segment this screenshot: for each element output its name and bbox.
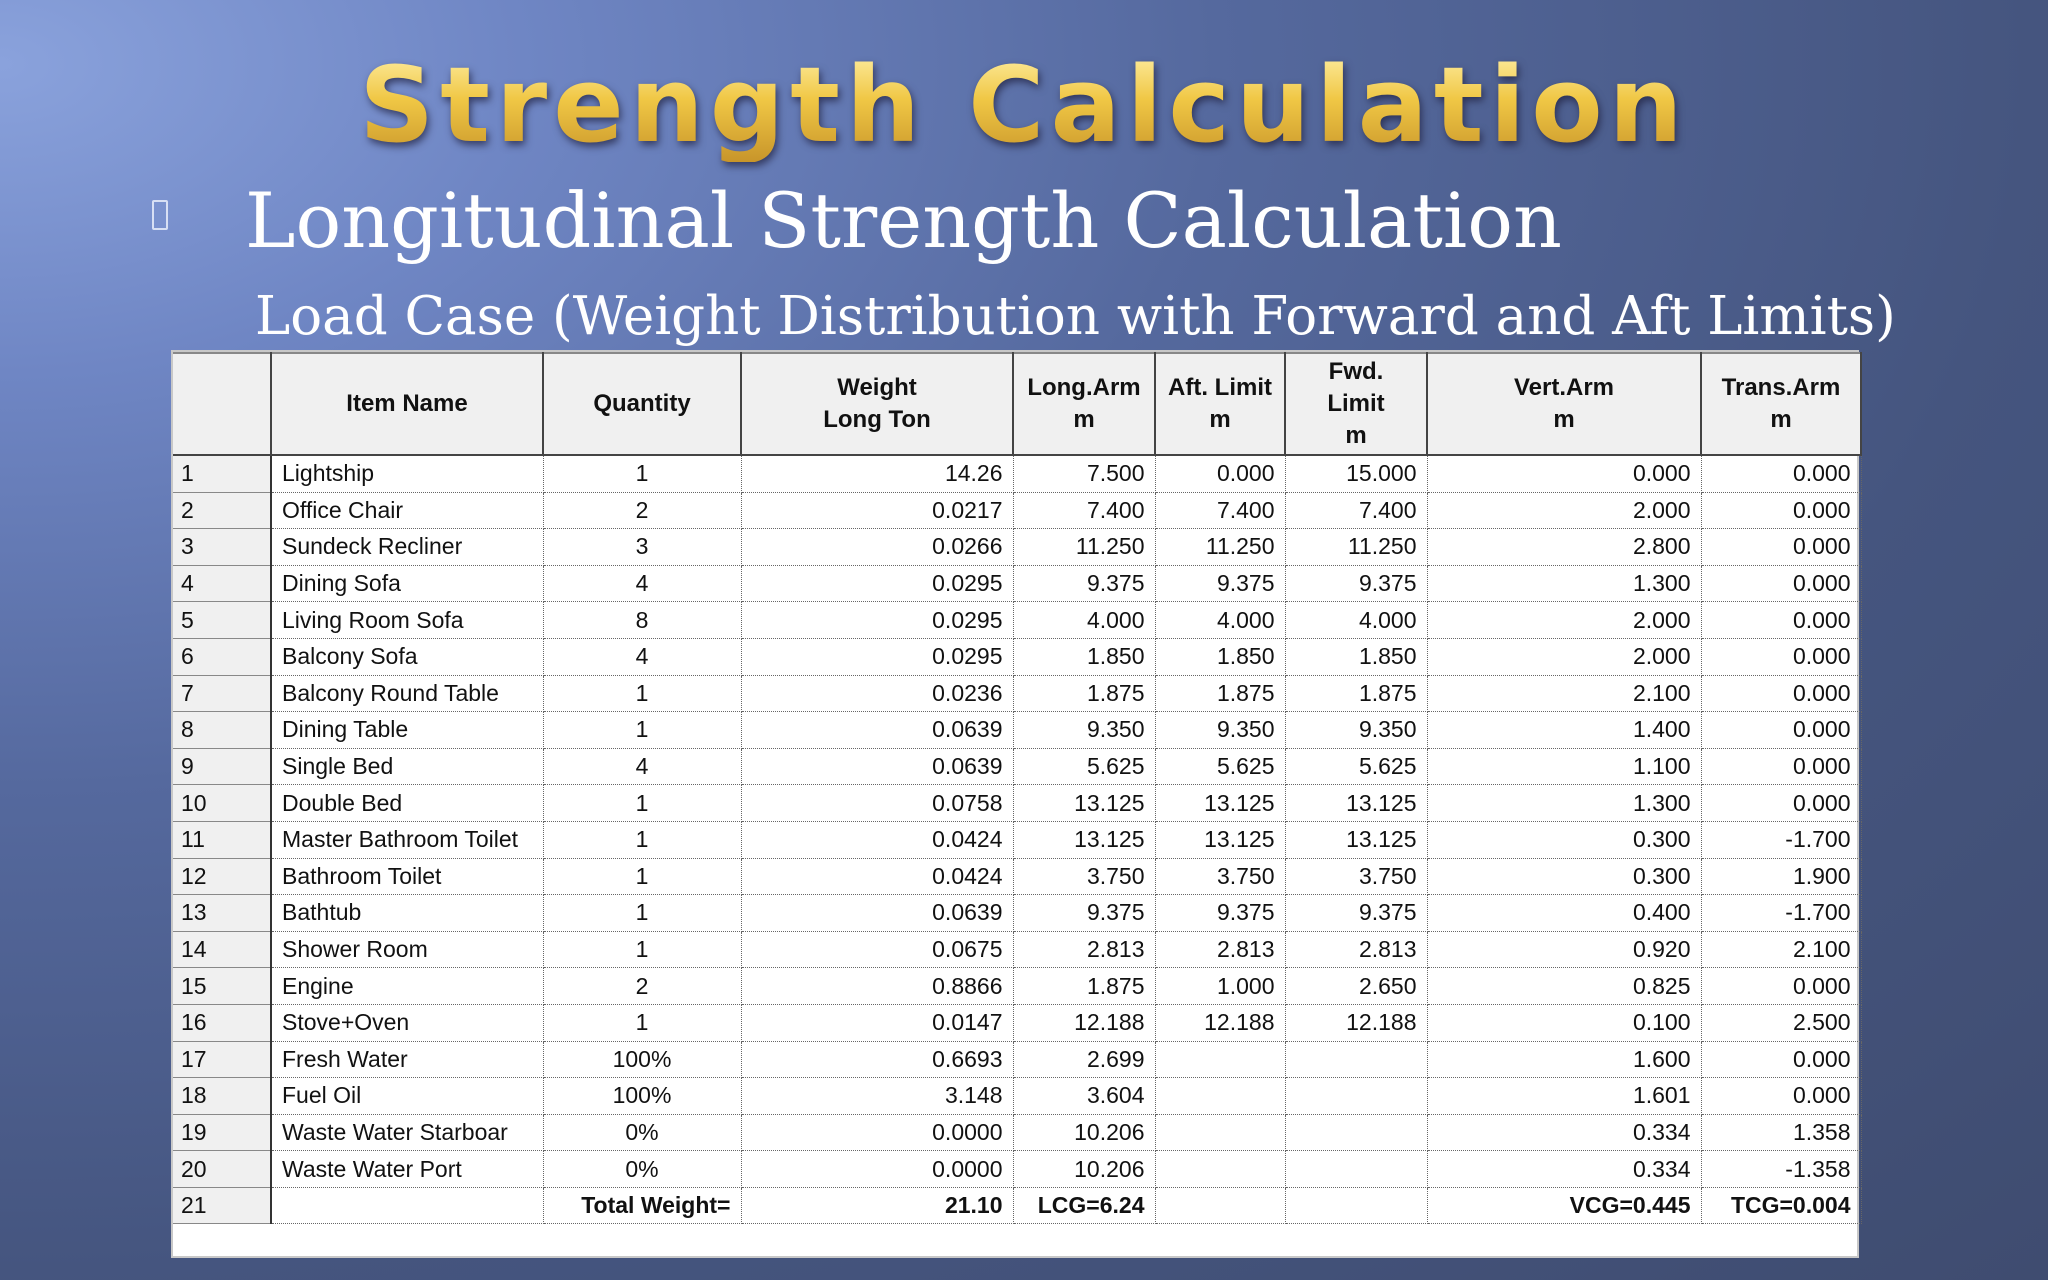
cell-fwd-limit: 9.350: [1285, 712, 1427, 749]
total-cell-quantity: Total Weight=: [543, 1187, 741, 1224]
cell-weight: 0.0000: [741, 1114, 1013, 1151]
cell-vert-arm: 1.400: [1427, 712, 1701, 749]
header-fwd-limit-l3: m: [1345, 422, 1367, 449]
table-row: [173, 1004, 1861, 1041]
header-long-arm: [1013, 353, 1155, 455]
table-row: [173, 529, 1861, 566]
cell-item-name: Single Bed: [271, 748, 543, 785]
cell-trans-arm: 1.900: [1701, 858, 1861, 895]
cell-weight: 0.0295: [741, 565, 1013, 602]
cell-aft-limit: 12.188: [1155, 1004, 1285, 1041]
cell-long-arm: 11.250: [1013, 529, 1155, 566]
cell-fwd-limit: 12.188: [1285, 1004, 1427, 1041]
header-weight-l1: Weight: [837, 374, 917, 401]
cell-weight: 0.0424: [741, 858, 1013, 895]
cell-weight: 0.0147: [741, 1004, 1013, 1041]
cell-fwd-limit: 11.250: [1285, 529, 1427, 566]
cell-trans-arm: -1.700: [1701, 895, 1861, 932]
table-total-row: [173, 1187, 1861, 1224]
cell-aft-limit: 13.125: [1155, 821, 1285, 858]
header-vert-arm: [1427, 353, 1701, 455]
cell-long-arm: 10.206: [1013, 1114, 1155, 1151]
header-item-name: [271, 353, 543, 455]
table-row: [173, 895, 1861, 932]
cell-vert-arm: 0.100: [1427, 1004, 1701, 1041]
table-row: [173, 858, 1861, 895]
cell-item-name: Bathroom Toilet: [271, 858, 543, 895]
cell-vert-arm: 0.825: [1427, 968, 1701, 1005]
header-trans-arm-l1: Trans.Arm: [1721, 374, 1841, 401]
cell-item-name: Waste Water Starboar: [271, 1114, 543, 1151]
cell-fwd-limit: [1285, 1114, 1427, 1151]
header-aft-limit-l1: Aft. Limit: [1168, 374, 1272, 401]
cell-quantity: 1: [543, 785, 741, 822]
cell-index: 13: [173, 895, 271, 932]
total-cell-aft-limit: [1155, 1187, 1285, 1224]
cell-trans-arm: 2.500: [1701, 1004, 1861, 1041]
cell-index: 7: [173, 675, 271, 712]
cell-item-name: Shower Room: [271, 931, 543, 968]
table-row: [173, 565, 1861, 602]
cell-quantity: 4: [543, 638, 741, 675]
cell-trans-arm: 0.000: [1701, 455, 1861, 492]
cell-weight: 0.0758: [741, 785, 1013, 822]
cell-quantity: 1: [543, 1004, 741, 1041]
table-row: [173, 492, 1861, 529]
cell-quantity: 4: [543, 748, 741, 785]
cell-item-name: Dining Table: [271, 712, 543, 749]
cell-fwd-limit: 13.125: [1285, 785, 1427, 822]
cell-long-arm: 7.500: [1013, 455, 1155, 492]
cell-long-arm: 3.604: [1013, 1078, 1155, 1115]
cell-vert-arm: 0.300: [1427, 858, 1701, 895]
cell-aft-limit: 3.750: [1155, 858, 1285, 895]
weight-distribution-table: [173, 352, 1862, 1224]
cell-aft-limit: 7.400: [1155, 492, 1285, 529]
cell-long-arm: 3.750: [1013, 858, 1155, 895]
cell-index: 11: [173, 821, 271, 858]
header-long-arm-l2: m: [1073, 406, 1095, 433]
cell-item-name: Bathtub: [271, 895, 543, 932]
cell-vert-arm: 1.300: [1427, 565, 1701, 602]
cell-long-arm: 10.206: [1013, 1151, 1155, 1188]
cell-fwd-limit: 9.375: [1285, 565, 1427, 602]
table-row: [173, 1078, 1861, 1115]
cell-vert-arm: 0.000: [1427, 455, 1701, 492]
cell-fwd-limit: 3.750: [1285, 858, 1427, 895]
cell-aft-limit: [1155, 1041, 1285, 1078]
cell-quantity: 1: [543, 821, 741, 858]
cell-item-name: Double Bed: [271, 785, 543, 822]
cell-item-name: Balcony Sofa: [271, 638, 543, 675]
cell-vert-arm: 1.601: [1427, 1078, 1701, 1115]
cell-aft-limit: 1.000: [1155, 968, 1285, 1005]
cell-vert-arm: 0.334: [1427, 1151, 1701, 1188]
cell-trans-arm: 0.000: [1701, 712, 1861, 749]
header-vert-arm-l2: m: [1553, 406, 1575, 433]
cell-long-arm: 9.375: [1013, 565, 1155, 602]
cell-long-arm: 1.875: [1013, 968, 1155, 1005]
load-case-heading: Load Case (Weight Distribution with Forward and Aft Limits): [255, 286, 1896, 347]
weight-distribution-table-container: [171, 350, 1859, 1258]
cell-trans-arm: 2.100: [1701, 931, 1861, 968]
header-aft-limit-l2: m: [1209, 406, 1231, 433]
cell-quantity: 0%: [543, 1151, 741, 1188]
cell-fwd-limit: 2.650: [1285, 968, 1427, 1005]
cell-vert-arm: 1.300: [1427, 785, 1701, 822]
cell-quantity: 8: [543, 602, 741, 639]
cell-fwd-limit: 9.375: [1285, 895, 1427, 932]
header-fwd-limit: [1285, 353, 1427, 455]
cell-quantity: 1: [543, 931, 741, 968]
cell-aft-limit: 0.000: [1155, 455, 1285, 492]
cell-aft-limit: [1155, 1151, 1285, 1188]
cell-fwd-limit: 1.875: [1285, 675, 1427, 712]
header-weight: [741, 353, 1013, 455]
cell-item-name: Stove+Oven: [271, 1004, 543, 1041]
cell-vert-arm: 2.000: [1427, 638, 1701, 675]
header-trans-arm-l2: m: [1770, 406, 1792, 433]
cell-long-arm: 12.188: [1013, 1004, 1155, 1041]
header-long-arm-l1: Long.Arm: [1027, 374, 1141, 401]
header-item-name-l1: Item Name: [346, 390, 468, 417]
cell-vert-arm: 0.334: [1427, 1114, 1701, 1151]
cell-index: 3: [173, 529, 271, 566]
cell-aft-limit: [1155, 1114, 1285, 1151]
cell-index: 4: [173, 565, 271, 602]
cell-trans-arm: 0.000: [1701, 638, 1861, 675]
cell-weight: 0.0217: [741, 492, 1013, 529]
cell-weight: 0.0295: [741, 638, 1013, 675]
cell-item-name: Sundeck Recliner: [271, 529, 543, 566]
cell-vert-arm: 0.400: [1427, 895, 1701, 932]
table-row: [173, 675, 1861, 712]
header-fwd-limit-l2: Limit: [1327, 390, 1385, 417]
cell-vert-arm: 2.100: [1427, 675, 1701, 712]
cell-item-name: Balcony Round Table: [271, 675, 543, 712]
cell-fwd-limit: [1285, 1078, 1427, 1115]
total-cell-weight: 21.10: [741, 1187, 1013, 1224]
total-cell-vert-arm: VCG=0.445: [1427, 1187, 1701, 1224]
cell-quantity: 2: [543, 492, 741, 529]
cell-long-arm: 13.125: [1013, 785, 1155, 822]
cell-fwd-limit: 2.813: [1285, 931, 1427, 968]
cell-aft-limit: 2.813: [1155, 931, 1285, 968]
cell-index: 20: [173, 1151, 271, 1188]
cell-index: 18: [173, 1078, 271, 1115]
cell-quantity: 4: [543, 565, 741, 602]
cell-trans-arm: 0.000: [1701, 492, 1861, 529]
cell-aft-limit: 1.850: [1155, 638, 1285, 675]
cell-aft-limit: 9.375: [1155, 895, 1285, 932]
cell-trans-arm: 0.000: [1701, 602, 1861, 639]
cell-quantity: 1: [543, 712, 741, 749]
cell-weight: 0.0639: [741, 712, 1013, 749]
table-row: [173, 712, 1861, 749]
cell-long-arm: 2.699: [1013, 1041, 1155, 1078]
cell-item-name: Dining Sofa: [271, 565, 543, 602]
table-row: [173, 748, 1861, 785]
cell-weight: 0.6693: [741, 1041, 1013, 1078]
cell-weight: 0.0295: [741, 602, 1013, 639]
table-row: [173, 638, 1861, 675]
cell-fwd-limit: 13.125: [1285, 821, 1427, 858]
header-quantity: [543, 353, 741, 455]
cell-aft-limit: 11.250: [1155, 529, 1285, 566]
total-cell-trans-arm: TCG=0.004: [1701, 1187, 1861, 1224]
cell-long-arm: 9.375: [1013, 895, 1155, 932]
cell-weight: 14.26: [741, 455, 1013, 492]
table-row: [173, 785, 1861, 822]
cell-aft-limit: 9.350: [1155, 712, 1285, 749]
total-cell-item-name: [271, 1187, 543, 1224]
cell-trans-arm: -1.358: [1701, 1151, 1861, 1188]
table-row: [173, 931, 1861, 968]
cell-aft-limit: 1.875: [1155, 675, 1285, 712]
total-cell-index: 21: [173, 1187, 271, 1224]
cell-weight: 0.0000: [741, 1151, 1013, 1188]
cell-weight: 0.0639: [741, 748, 1013, 785]
cell-aft-limit: [1155, 1078, 1285, 1115]
cell-quantity: 1: [543, 455, 741, 492]
cell-aft-limit: 13.125: [1155, 785, 1285, 822]
cell-index: 5: [173, 602, 271, 639]
cell-weight: 0.0236: [741, 675, 1013, 712]
cell-quantity: 0%: [543, 1114, 741, 1151]
cell-long-arm: 5.625: [1013, 748, 1155, 785]
cell-vert-arm: 2.800: [1427, 529, 1701, 566]
cell-item-name: Living Room Sofa: [271, 602, 543, 639]
cell-quantity: 1: [543, 675, 741, 712]
table-row: [173, 1151, 1861, 1188]
cell-vert-arm: 0.300: [1427, 821, 1701, 858]
cell-fwd-limit: [1285, 1151, 1427, 1188]
table-row: [173, 1114, 1861, 1151]
header-weight-l2: Long Ton: [823, 406, 931, 433]
cell-long-arm: 1.875: [1013, 675, 1155, 712]
cell-index: 16: [173, 1004, 271, 1041]
table-row: [173, 602, 1861, 639]
cell-item-name: Fuel Oil: [271, 1078, 543, 1115]
slide-title: Strength Calculation: [0, 48, 2048, 162]
cell-fwd-limit: 7.400: [1285, 492, 1427, 529]
cell-trans-arm: 1.358: [1701, 1114, 1861, 1151]
cell-index: 17: [173, 1041, 271, 1078]
header-vert-arm-l1: Vert.Arm: [1513, 374, 1615, 401]
cell-quantity: 3: [543, 529, 741, 566]
header-aft-limit: [1155, 353, 1285, 455]
cell-index: 15: [173, 968, 271, 1005]
cell-fwd-limit: 4.000: [1285, 602, 1427, 639]
slide-subtitle: Longitudinal Strength Calculation: [245, 176, 1562, 265]
cell-quantity: 2: [543, 968, 741, 1005]
cell-index: 1: [173, 455, 271, 492]
cell-item-name: Office Chair: [271, 492, 543, 529]
cell-weight: 0.8866: [741, 968, 1013, 1005]
cell-weight: 0.0424: [741, 821, 1013, 858]
header-trans-arm: [1701, 353, 1861, 455]
cell-vert-arm: 1.100: [1427, 748, 1701, 785]
cell-quantity: 1: [543, 895, 741, 932]
cell-index: 10: [173, 785, 271, 822]
cell-vert-arm: 2.000: [1427, 602, 1701, 639]
cell-long-arm: 13.125: [1013, 821, 1155, 858]
header-quantity-l1: Quantity: [593, 390, 691, 417]
cell-fwd-limit: [1285, 1041, 1427, 1078]
cell-long-arm: 9.350: [1013, 712, 1155, 749]
header-fwd-limit-l1: Fwd.: [1328, 358, 1384, 385]
cell-weight: 0.0675: [741, 931, 1013, 968]
cell-long-arm: 1.850: [1013, 638, 1155, 675]
table-row: [173, 821, 1861, 858]
cell-aft-limit: 9.375: [1155, 565, 1285, 602]
cell-item-name: Engine: [271, 968, 543, 1005]
cell-fwd-limit: 1.850: [1285, 638, 1427, 675]
cell-trans-arm: 0.000: [1701, 565, 1861, 602]
table-row: [173, 968, 1861, 1005]
bullet-icon: [152, 200, 168, 230]
cell-trans-arm: 0.000: [1701, 529, 1861, 566]
cell-trans-arm: 0.000: [1701, 675, 1861, 712]
cell-trans-arm: 0.000: [1701, 748, 1861, 785]
cell-trans-arm: 0.000: [1701, 968, 1861, 1005]
cell-index: 2: [173, 492, 271, 529]
cell-aft-limit: 4.000: [1155, 602, 1285, 639]
cell-item-name: Fresh Water: [271, 1041, 543, 1078]
cell-index: 12: [173, 858, 271, 895]
cell-item-name: Master Bathroom Toilet: [271, 821, 543, 858]
cell-long-arm: 7.400: [1013, 492, 1155, 529]
table-row: [173, 1041, 1861, 1078]
cell-item-name: Waste Water Port: [271, 1151, 543, 1188]
cell-quantity: 1: [543, 858, 741, 895]
header-index: [173, 353, 271, 455]
cell-weight: 3.148: [741, 1078, 1013, 1115]
cell-trans-arm: 0.000: [1701, 1041, 1861, 1078]
cell-trans-arm: 0.000: [1701, 1078, 1861, 1115]
cell-index: 14: [173, 931, 271, 968]
table-body: [173, 455, 1861, 1224]
cell-vert-arm: 1.600: [1427, 1041, 1701, 1078]
table-row: [173, 455, 1861, 492]
cell-trans-arm: 0.000: [1701, 785, 1861, 822]
cell-weight: 0.0639: [741, 895, 1013, 932]
cell-aft-limit: 5.625: [1155, 748, 1285, 785]
total-cell-long-arm: LCG=6.24: [1013, 1187, 1155, 1224]
cell-long-arm: 2.813: [1013, 931, 1155, 968]
cell-quantity: 100%: [543, 1078, 741, 1115]
cell-fwd-limit: 15.000: [1285, 455, 1427, 492]
table-header-row: [173, 353, 1861, 455]
cell-trans-arm: -1.700: [1701, 821, 1861, 858]
cell-vert-arm: 2.000: [1427, 492, 1701, 529]
cell-index: 6: [173, 638, 271, 675]
cell-item-name: Lightship: [271, 455, 543, 492]
cell-index: 9: [173, 748, 271, 785]
cell-long-arm: 4.000: [1013, 602, 1155, 639]
cell-vert-arm: 0.920: [1427, 931, 1701, 968]
cell-quantity: 100%: [543, 1041, 741, 1078]
cell-weight: 0.0266: [741, 529, 1013, 566]
cell-index: 8: [173, 712, 271, 749]
cell-index: 19: [173, 1114, 271, 1151]
cell-fwd-limit: 5.625: [1285, 748, 1427, 785]
total-cell-fwd-limit: [1285, 1187, 1427, 1224]
